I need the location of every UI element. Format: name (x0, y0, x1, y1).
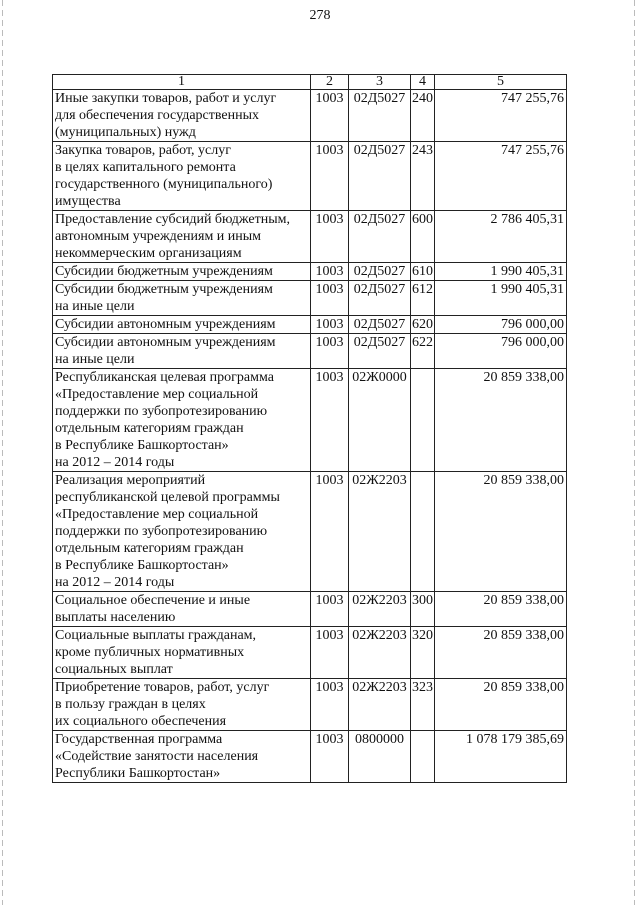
budget-table (52, 74, 567, 783)
row-section-code: 1003 (311, 90, 349, 142)
row-name: Закупка товаров, работ, услуг в целях капитального ремонта государственного (муниципального) имущества (53, 142, 311, 211)
table-row (53, 211, 567, 263)
row-target-code: 02Ж2203 (349, 472, 411, 592)
row-expense-type: 320 (411, 627, 435, 679)
row-amount: 1 990 405,31 (435, 281, 567, 316)
row-amount: 796 000,00 (435, 316, 567, 334)
row-section-code: 1003 (311, 627, 349, 679)
table-header-row (53, 75, 567, 90)
row-section-code: 1003 (311, 142, 349, 211)
row-name: Приобретение товаров, работ, услуг в пользу граждан в целях их социального обеспечения (53, 679, 311, 731)
row-name: Субсидии бюджетным учреждениям на иные цели (53, 281, 311, 316)
row-amount: 20 859 338,00 (435, 592, 567, 627)
right-scan-edge (634, 0, 635, 905)
row-name: Предоставление субсидий бюджетным, автономным учреждениям и иным некоммерческим организациям (53, 211, 311, 263)
row-section-code: 1003 (311, 334, 349, 369)
row-target-code: 02Д5027 (349, 316, 411, 334)
row-expense-type: 300 (411, 592, 435, 627)
row-section-code: 1003 (311, 281, 349, 316)
row-section-code: 1003 (311, 731, 349, 783)
table-row (53, 281, 567, 316)
table-row (53, 731, 567, 783)
row-expense-type: 622 (411, 334, 435, 369)
row-amount: 747 255,76 (435, 142, 567, 211)
table-row (53, 90, 567, 142)
row-amount: 796 000,00 (435, 334, 567, 369)
row-amount: 20 859 338,00 (435, 472, 567, 592)
table-row (53, 592, 567, 627)
row-target-code: 02Д5027 (349, 281, 411, 316)
table-row (53, 679, 567, 731)
row-name: Субсидии бюджетным учреждениям (53, 263, 311, 281)
row-amount: 1 078 179 385,69 (435, 731, 567, 783)
row-name: Субсидии автономным учреждениям на иные цели (53, 334, 311, 369)
row-name: Республиканская целевая программа «Предоставление мер социальной поддержки по зубопротезированию отдельным категориям граждан в Республике Башкортостан» на 2012 – 2014 годы (53, 369, 311, 472)
row-target-code: 02Д5027 (349, 142, 411, 211)
table-row (53, 472, 567, 592)
row-expense-type: 323 (411, 679, 435, 731)
row-section-code: 1003 (311, 316, 349, 334)
table-row (53, 142, 567, 211)
table-row (53, 369, 567, 472)
row-expense-type: 600 (411, 211, 435, 263)
row-amount: 20 859 338,00 (435, 679, 567, 731)
row-amount: 20 859 338,00 (435, 369, 567, 472)
row-target-code: 02Ж2203 (349, 627, 411, 679)
table-row (53, 263, 567, 281)
row-section-code: 1003 (311, 263, 349, 281)
row-amount: 1 990 405,31 (435, 263, 567, 281)
row-target-code: 02Ж2203 (349, 679, 411, 731)
row-name: Социальное обеспечение и иные выплаты населению (53, 592, 311, 627)
table-row (53, 316, 567, 334)
row-name: Субсидии автономным учреждениям (53, 316, 311, 334)
header-col-2: 2 (311, 75, 349, 90)
left-scan-edge (2, 0, 3, 905)
row-target-code: 02Д5027 (349, 334, 411, 369)
row-target-code: 02Д5027 (349, 90, 411, 142)
header-col-1: 1 (53, 75, 311, 90)
row-name: Реализация мероприятий республиканской целевой программы «Предоставление мер социальной поддержки по зубопротезированию отдельным категориям граждан в Республике Башкортостан» на 2012 – 2014 годы (53, 472, 311, 592)
table-row (53, 627, 567, 679)
row-amount: 20 859 338,00 (435, 627, 567, 679)
table-row (53, 334, 567, 369)
row-target-code: 02Д5027 (349, 211, 411, 263)
row-expense-type: 243 (411, 142, 435, 211)
row-expense-type: 620 (412, 317, 433, 332)
row-expense-type: 612 (411, 281, 435, 316)
row-section-code: 1003 (311, 592, 349, 627)
row-section-code: 1003 (311, 369, 349, 472)
row-target-code: 02Ж0000 (349, 369, 411, 472)
row-expense-type (411, 472, 435, 592)
row-section-code: 1003 (311, 472, 349, 592)
row-target-code: 0800000 (349, 731, 411, 783)
table-body (53, 90, 567, 783)
row-section-code: 1003 (311, 211, 349, 263)
row-name: Иные закупки товаров, работ и услуг для обеспечения государственных (муниципальных) нужд (53, 90, 311, 142)
row-amount: 747 255,76 (435, 90, 567, 142)
row-name: Государственная программа «Содействие занятости населения Республики Башкортостан» (53, 731, 311, 783)
row-target-code: 02Д5027 (349, 263, 411, 281)
row-name: Социальные выплаты гражданам, кроме публичных нормативных социальных выплат (53, 627, 311, 679)
row-expense-type: 240 (411, 90, 435, 142)
header-col-5: 5 (435, 75, 567, 90)
row-expense-type: 610 (412, 264, 433, 279)
header-col-4: 4 (411, 75, 435, 90)
row-expense-type (411, 731, 435, 783)
page-number: 278 (309, 8, 331, 23)
row-expense-type (411, 369, 435, 472)
header-col-3: 3 (349, 75, 411, 90)
row-target-code: 02Ж2203 (349, 592, 411, 627)
row-section-code: 1003 (311, 679, 349, 731)
row-amount: 2 786 405,31 (435, 211, 567, 263)
